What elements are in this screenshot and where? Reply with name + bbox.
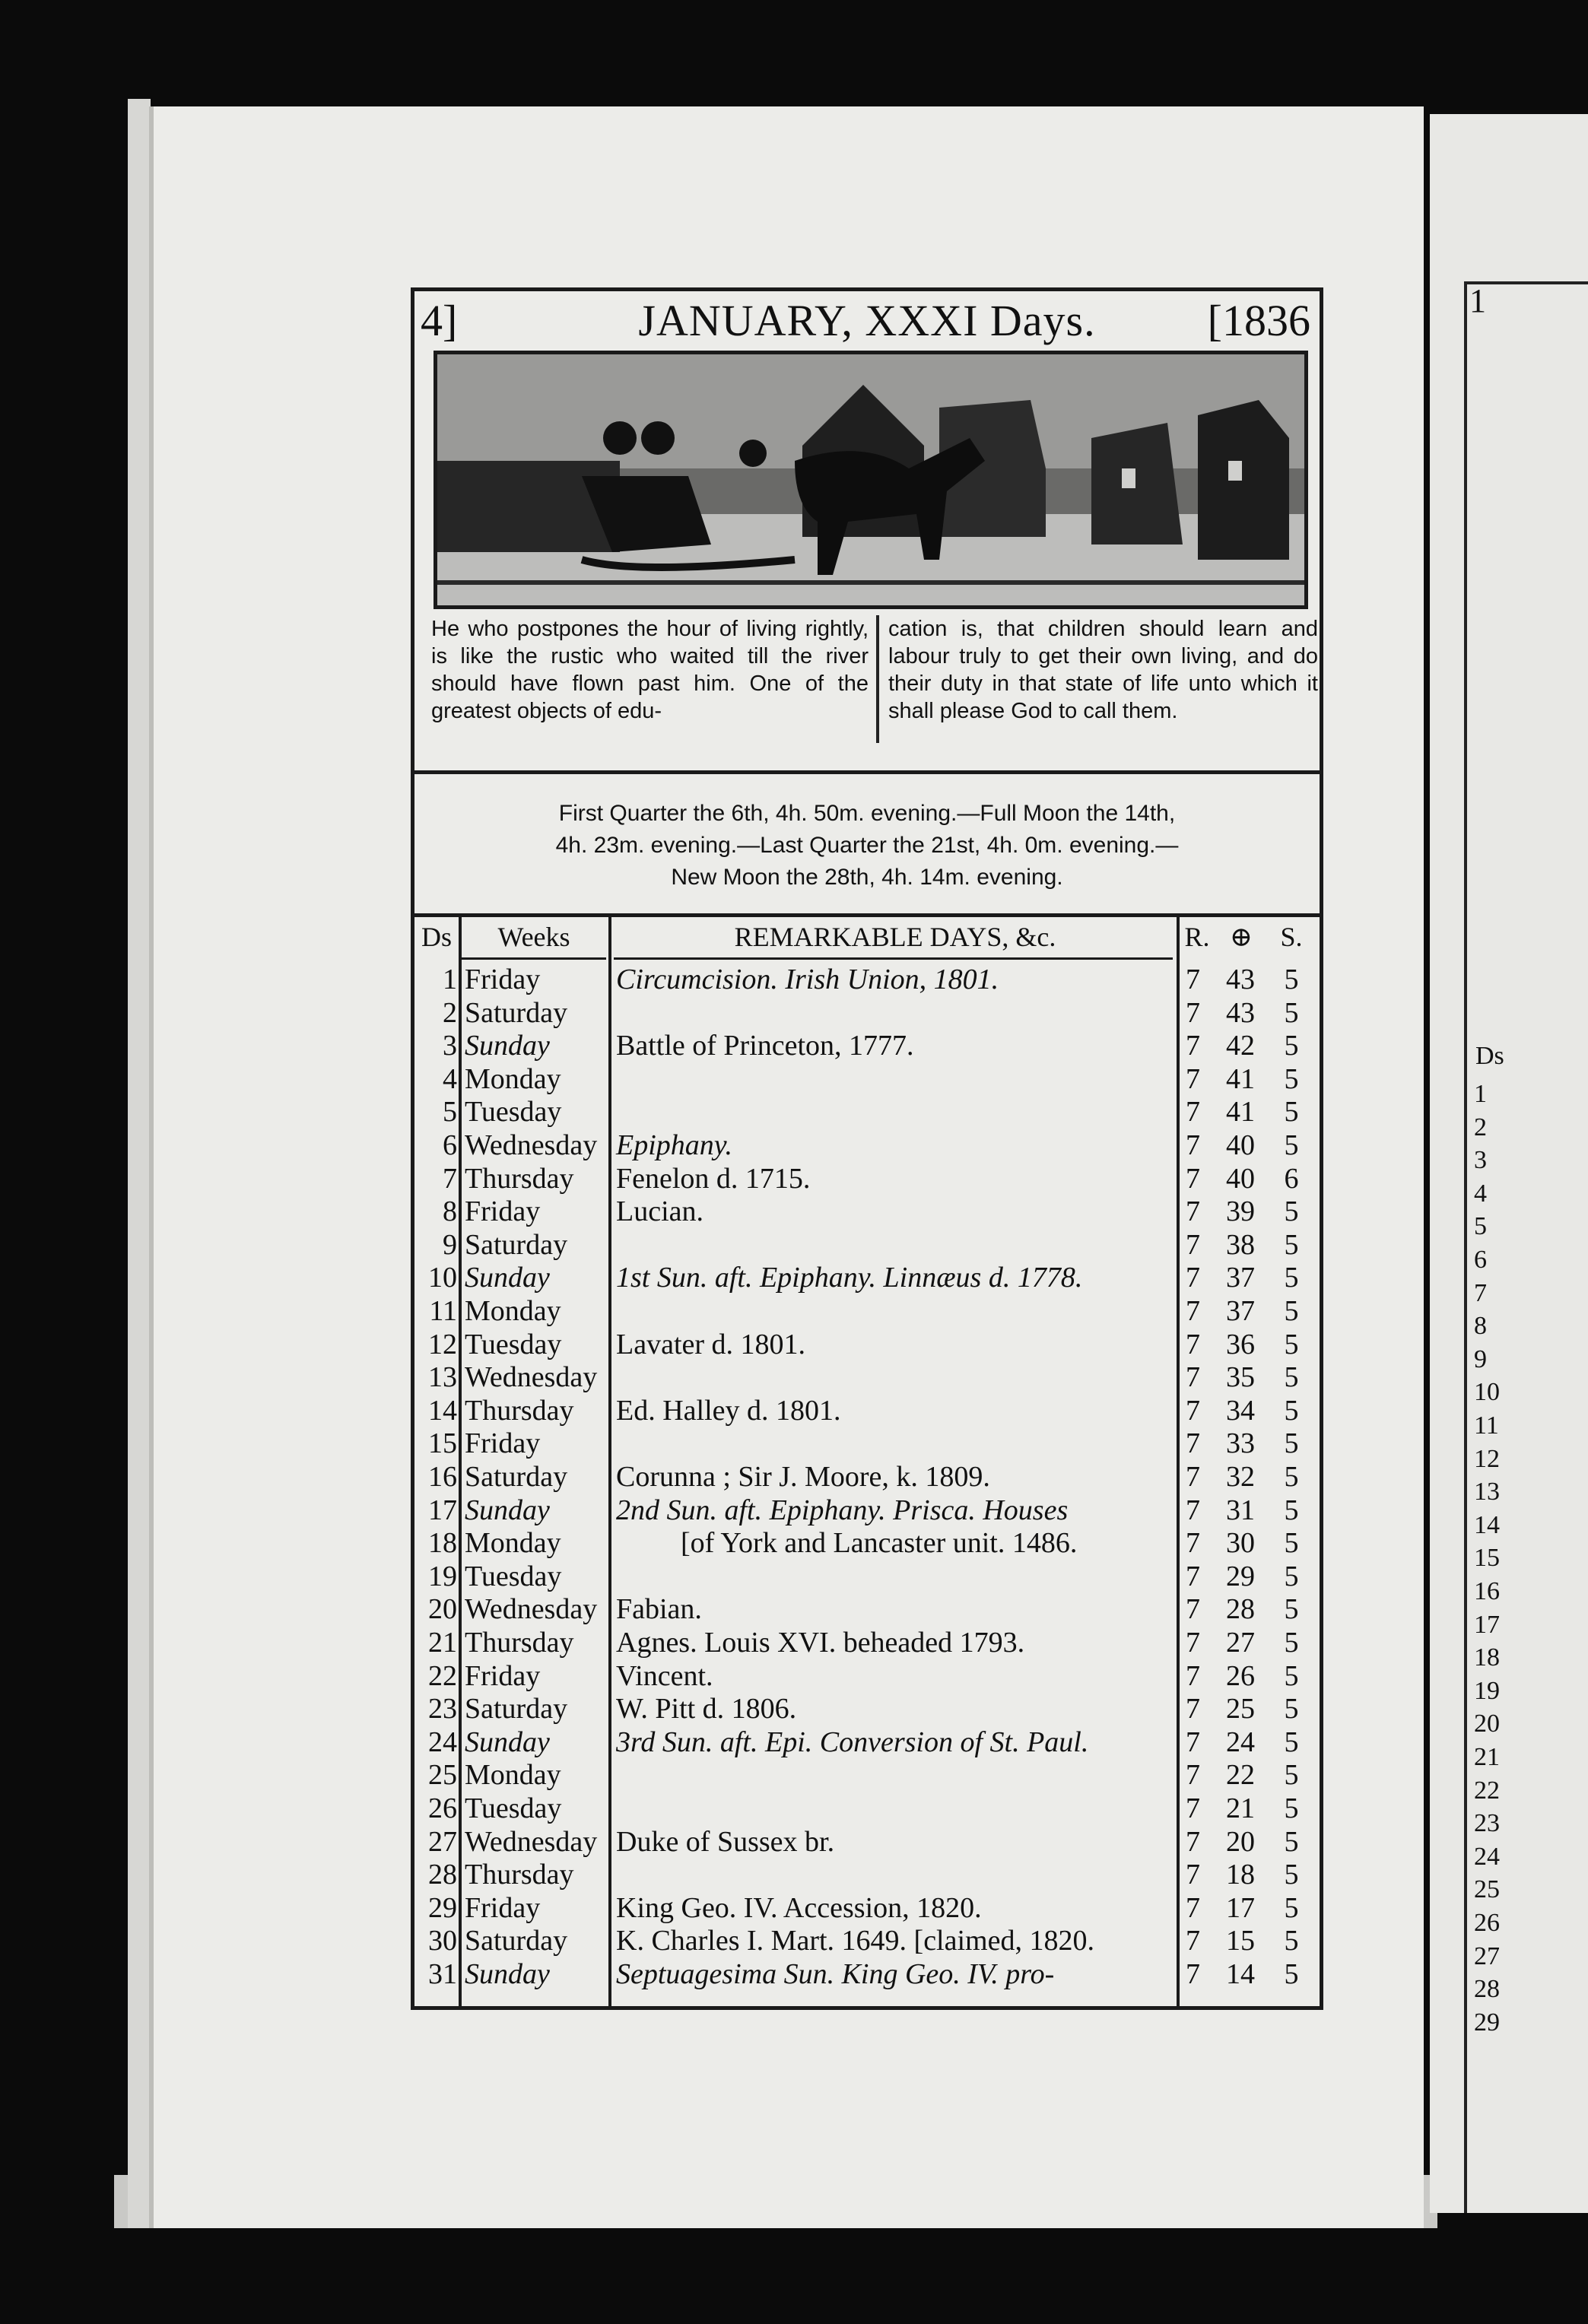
table-row <box>414 1660 1320 1693</box>
sunset-hour: 5 <box>1284 1295 1299 1327</box>
sunset-hour: 5 <box>1284 1062 1299 1095</box>
sunrise-minute: 25 <box>1226 1693 1255 1726</box>
table-row <box>414 1195 1320 1228</box>
sunset-hour: 5 <box>1284 1925 1299 1957</box>
table-row <box>414 1494 1320 1527</box>
facing-day-number: 25 <box>1474 1875 1500 1904</box>
header-weeks: Weeks <box>497 922 570 952</box>
weekday: Monday <box>465 1759 561 1792</box>
remarkable-day: Battle of Princeton, 1777. <box>616 1030 914 1062</box>
table-row <box>414 1295 1320 1328</box>
table-row <box>414 1030 1320 1062</box>
sunset-hour: 5 <box>1284 1228 1299 1261</box>
sunrise-minute: 30 <box>1226 1527 1255 1560</box>
page-stack-edge-left <box>128 99 151 2228</box>
page-number: 4] <box>421 296 458 345</box>
remarkable-day: Epiphany. <box>616 1129 733 1161</box>
header-sun-symbol: ⊕ <box>1229 922 1253 952</box>
table-row <box>414 1792 1320 1825</box>
facing-day-number: 9 <box>1474 1345 1487 1373</box>
remarkable-day: King Geo. IV. Accession, 1820. <box>616 1891 982 1924</box>
sunrise-hour: 7 <box>1186 1328 1200 1360</box>
day-number: 22 <box>428 1659 457 1692</box>
facing-day-number: 4 <box>1474 1179 1487 1208</box>
table-row <box>414 1593 1320 1626</box>
sunrise-minute: 34 <box>1226 1394 1255 1427</box>
table-row <box>414 1693 1320 1726</box>
facing-day-number: 26 <box>1474 1909 1500 1937</box>
table-row <box>414 1892 1320 1925</box>
sunrise-hour: 7 <box>1186 1593 1200 1626</box>
sunset-hour: 5 <box>1284 1825 1299 1858</box>
day-number: 17 <box>428 1494 457 1526</box>
day-number: 1 <box>443 964 457 995</box>
sunrise-minute: 15 <box>1226 1925 1255 1957</box>
sunrise-hour: 7 <box>1186 1228 1200 1261</box>
table-row <box>414 1958 1320 1991</box>
table-row <box>414 1461 1320 1494</box>
title-row <box>414 291 1320 351</box>
table-row <box>414 1329 1320 1361</box>
table-row <box>414 1859 1320 1891</box>
day-number: 19 <box>428 1560 457 1592</box>
sunrise-minute: 27 <box>1226 1627 1255 1659</box>
weekday: Monday <box>465 1527 561 1560</box>
facing-day-number: 22 <box>1474 1776 1500 1805</box>
sunset-hour: 5 <box>1284 1096 1299 1129</box>
table-row <box>414 1163 1320 1195</box>
sunrise-minute: 36 <box>1226 1328 1255 1360</box>
sunset-hour: 5 <box>1284 1195 1299 1228</box>
sunrise-hour: 7 <box>1186 1262 1200 1294</box>
quote-right: cation is, that children should learn and labour truly to get their own living, and do their duty in that state of life unto which it shall please God to call them. <box>876 615 1318 743</box>
sunrise-hour: 7 <box>1186 964 1200 995</box>
weekday: Wednesday <box>465 1361 598 1394</box>
day-number: 16 <box>428 1461 457 1493</box>
header-underline <box>462 957 606 960</box>
weekday: Sunday <box>465 1958 550 1990</box>
remarkable-day: W. Pitt d. 1806. <box>616 1693 797 1726</box>
sunrise-minute: 28 <box>1226 1593 1255 1626</box>
table-row <box>414 997 1320 1030</box>
weekday: Friday <box>465 1195 541 1228</box>
moon-line-1: First Quarter the 6th, 4h. 50m. evening.—Full Moon the 14th, <box>558 801 1176 826</box>
sunrise-minute: 43 <box>1226 964 1255 995</box>
remarkable-day: [of York and Lancaster unit. 1486. <box>681 1527 1078 1560</box>
day-number: 18 <box>428 1527 457 1560</box>
day-number: 28 <box>428 1859 457 1891</box>
moon-line-2: 4h. 23m. evening.—Last Quarter the 21st, 4h. 0m. evening.— <box>555 833 1179 858</box>
facing-day-number: 19 <box>1474 1676 1500 1705</box>
sunset-hour: 5 <box>1284 1262 1299 1294</box>
moon-phases <box>445 798 1289 894</box>
day-number: 31 <box>428 1958 457 1990</box>
facing-day-number: 12 <box>1474 1444 1500 1473</box>
remarkable-day: K. Charles I. Mart. 1649. [claimed, 1820. <box>616 1925 1094 1957</box>
sunrise-minute: 37 <box>1226 1295 1255 1327</box>
day-number: 12 <box>428 1328 457 1360</box>
facing-day-number: 3 <box>1474 1146 1487 1175</box>
sunrise-minute: 18 <box>1226 1859 1255 1891</box>
sunrise-minute: 43 <box>1226 996 1255 1029</box>
day-number: 30 <box>428 1925 457 1957</box>
sunrise-hour: 7 <box>1186 1295 1200 1327</box>
sunrise-hour: 7 <box>1186 1859 1200 1891</box>
facing-day-number: 2 <box>1474 1113 1487 1141</box>
sunrise-minute: 32 <box>1226 1461 1255 1493</box>
month-title: JANUARY, XXXI Days. <box>638 296 1096 345</box>
remarkable-day: 1st Sun. aft. Epiphany. Linnæus d. 1778. <box>616 1262 1083 1294</box>
facing-day-number: 10 <box>1474 1378 1500 1407</box>
header-rise: R. <box>1184 922 1210 952</box>
sunrise-hour: 7 <box>1186 1062 1200 1095</box>
facing-day-number: 17 <box>1474 1610 1500 1639</box>
header-set: S. <box>1280 922 1303 952</box>
sunrise-hour: 7 <box>1186 1627 1200 1659</box>
weekday: Thursday <box>465 1859 574 1891</box>
sunrise-hour: 7 <box>1186 1560 1200 1592</box>
sunrise-minute: 31 <box>1226 1494 1255 1526</box>
day-number: 11 <box>429 1295 457 1327</box>
day-number: 8 <box>443 1195 457 1228</box>
weekday: Friday <box>465 964 541 995</box>
table-top-rule <box>414 913 1320 917</box>
sunrise-minute: 37 <box>1226 1262 1255 1294</box>
day-number: 14 <box>428 1394 457 1427</box>
remarkable-day: Circumcision. Irish Union, 1801. <box>616 964 999 995</box>
table-row <box>414 1262 1320 1294</box>
facing-day-number: 6 <box>1474 1246 1487 1274</box>
remarkable-day: Corunna ; Sir J. Moore, k. 1809. <box>616 1461 990 1493</box>
sunrise-hour: 7 <box>1186 1527 1200 1560</box>
weekday: Sunday <box>465 1262 550 1294</box>
sunset-hour: 5 <box>1284 1726 1299 1758</box>
table-row <box>414 1063 1320 1096</box>
remarkable-day: Lucian. <box>616 1195 704 1228</box>
sunrise-minute: 21 <box>1226 1792 1255 1824</box>
sunrise-hour: 7 <box>1186 1659 1200 1692</box>
sunset-hour: 5 <box>1284 1859 1299 1891</box>
facing-day-number: 20 <box>1474 1710 1500 1738</box>
sunrise-hour: 7 <box>1186 996 1200 1029</box>
sunrise-hour: 7 <box>1186 1129 1200 1161</box>
day-number: 25 <box>428 1759 457 1792</box>
day-number: 6 <box>443 1129 457 1161</box>
remarkable-day: Duke of Sussex br. <box>616 1825 835 1858</box>
sunrise-minute: 39 <box>1226 1195 1255 1228</box>
sunrise-hour: 7 <box>1186 1759 1200 1792</box>
weekday: Monday <box>465 1295 561 1327</box>
sunrise-minute: 40 <box>1226 1162 1255 1195</box>
weekday: Tuesday <box>465 1792 562 1824</box>
sunrise-hour: 7 <box>1186 1096 1200 1129</box>
sunrise-hour: 7 <box>1186 1195 1200 1228</box>
weekday: Wednesday <box>465 1593 598 1626</box>
weekday: Friday <box>465 1427 541 1460</box>
sunset-hour: 5 <box>1284 1427 1299 1460</box>
table-row <box>414 1427 1320 1460</box>
day-number: 9 <box>443 1228 457 1261</box>
sunset-hour: 5 <box>1284 964 1299 995</box>
day-number: 20 <box>428 1593 457 1626</box>
facing-day-number: 7 <box>1474 1278 1487 1307</box>
remarkable-day: Lavater d. 1801. <box>616 1328 806 1360</box>
remarkable-day: Vincent. <box>616 1659 713 1692</box>
sunset-hour: 5 <box>1284 1361 1299 1394</box>
day-number: 10 <box>428 1262 457 1294</box>
facing-page-number: 1 <box>1469 282 1486 319</box>
facing-day-number: 5 <box>1474 1212 1487 1241</box>
sunrise-hour: 7 <box>1186 1693 1200 1726</box>
facing-day-number: 11 <box>1474 1411 1499 1440</box>
sunset-hour: 5 <box>1284 1759 1299 1792</box>
weekday: Tuesday <box>465 1328 562 1360</box>
facing-day-number: 13 <box>1474 1478 1500 1506</box>
remarkable-day: Septuagesima Sun. King Geo. IV. pro- <box>616 1958 1055 1990</box>
sunset-hour: 6 <box>1284 1162 1299 1195</box>
day-number: 7 <box>443 1162 457 1195</box>
sleigh-woodcut-illustration <box>434 351 1308 609</box>
remarkable-day: Fabian. <box>616 1593 702 1626</box>
facing-day-number: 16 <box>1474 1577 1500 1605</box>
facing-day-number: 23 <box>1474 1809 1500 1838</box>
day-number: 21 <box>428 1627 457 1659</box>
facing-day-number: 27 <box>1474 1941 1500 1970</box>
weekday: Saturday <box>465 996 568 1029</box>
day-number: 2 <box>443 996 457 1029</box>
header-remarkable-days: REMARKABLE DAYS, &c. <box>734 922 1056 952</box>
remarkable-day: Ed. Halley d. 1801. <box>616 1394 841 1427</box>
sunrise-minute: 35 <box>1226 1361 1255 1394</box>
sunrise-hour: 7 <box>1186 1461 1200 1493</box>
sunrise-minute: 26 <box>1226 1659 1255 1692</box>
facing-day-number: 1 <box>1474 1080 1487 1108</box>
remarkable-day: Agnes. Louis XVI. beheaded 1793. <box>616 1627 1025 1659</box>
day-number: 27 <box>428 1825 457 1858</box>
weekday: Thursday <box>465 1162 574 1195</box>
sunrise-hour: 7 <box>1186 1427 1200 1460</box>
sunrise-minute: 33 <box>1226 1427 1255 1460</box>
table-row <box>414 964 1320 996</box>
day-number: 13 <box>428 1361 457 1394</box>
weekday: Tuesday <box>465 1096 562 1129</box>
day-number: 3 <box>443 1030 457 1062</box>
sunrise-hour: 7 <box>1186 1891 1200 1924</box>
weekday: Friday <box>465 1659 541 1692</box>
table-row <box>414 1726 1320 1759</box>
facing-day-number: 18 <box>1474 1643 1500 1672</box>
weekday: Tuesday <box>465 1560 562 1592</box>
weekday: Saturday <box>465 1228 568 1261</box>
sunset-hour: 5 <box>1284 1527 1299 1560</box>
day-number: 26 <box>428 1792 457 1824</box>
sunset-hour: 5 <box>1284 1593 1299 1626</box>
facing-day-number: 15 <box>1474 1544 1500 1573</box>
sunrise-minute: 41 <box>1226 1062 1255 1095</box>
calendar-table <box>414 913 1320 2006</box>
weekday: Monday <box>465 1062 561 1095</box>
weekday: Sunday <box>465 1726 550 1758</box>
sunset-hour: 5 <box>1284 1693 1299 1726</box>
sunrise-minute: 17 <box>1226 1891 1255 1924</box>
weekday: Sunday <box>465 1494 550 1526</box>
table-row <box>414 1527 1320 1560</box>
sunset-hour: 5 <box>1284 1958 1299 1990</box>
weekday: Wednesday <box>465 1825 598 1858</box>
sunrise-minute: 20 <box>1226 1825 1255 1858</box>
header-underline <box>614 957 1173 960</box>
table-row <box>414 1395 1320 1427</box>
sunset-hour: 5 <box>1284 1659 1299 1692</box>
sunrise-minute: 14 <box>1226 1958 1255 1990</box>
sunrise-hour: 7 <box>1186 1825 1200 1858</box>
day-number: 4 <box>443 1062 457 1095</box>
weekday: Sunday <box>465 1030 550 1062</box>
weekday: Saturday <box>465 1693 568 1726</box>
weekday: Thursday <box>465 1394 574 1427</box>
day-number: 15 <box>428 1427 457 1460</box>
sunset-hour: 5 <box>1284 1792 1299 1824</box>
facing-day-number: 21 <box>1474 1743 1500 1771</box>
table-row <box>414 1826 1320 1859</box>
remarkable-day: Fenelon d. 1715. <box>616 1162 811 1195</box>
facing-page <box>1430 114 1588 2213</box>
sunrise-minute: 38 <box>1226 1228 1255 1261</box>
sunrise-minute: 22 <box>1226 1759 1255 1792</box>
facing-day-number: 8 <box>1474 1312 1487 1341</box>
facing-day-number: 29 <box>1474 2008 1500 2037</box>
sunset-hour: 5 <box>1284 1030 1299 1062</box>
sunrise-hour: 7 <box>1186 1162 1200 1195</box>
year-label: [1836 <box>1207 296 1310 345</box>
sunset-hour: 5 <box>1284 1891 1299 1924</box>
table-row <box>414 1361 1320 1394</box>
facing-day-number: 24 <box>1474 1842 1500 1871</box>
day-number: 5 <box>443 1096 457 1129</box>
weekday: Wednesday <box>465 1129 598 1161</box>
sunset-hour: 5 <box>1284 996 1299 1029</box>
sunrise-hour: 7 <box>1186 1494 1200 1526</box>
sunrise-minute: 29 <box>1226 1560 1255 1592</box>
table-row <box>414 1560 1320 1593</box>
weekday: Saturday <box>465 1461 568 1493</box>
sunrise-hour: 7 <box>1186 1394 1200 1427</box>
day-number: 29 <box>428 1891 457 1924</box>
day-number: 23 <box>428 1693 457 1726</box>
moon-line-3: New Moon the 28th, 4h. 14m. evening. <box>671 865 1063 890</box>
sunset-hour: 5 <box>1284 1129 1299 1161</box>
weekday: Thursday <box>465 1627 574 1659</box>
sleigh-scene-image <box>437 354 1304 605</box>
table-row <box>414 1129 1320 1162</box>
calendar-block <box>411 287 1323 2010</box>
sunrise-minute: 24 <box>1226 1726 1255 1758</box>
remarkable-day: 3rd Sun. aft. Epi. Conversion of St. Paul. <box>616 1726 1089 1758</box>
sunset-hour: 5 <box>1284 1560 1299 1592</box>
sunrise-minute: 42 <box>1226 1030 1255 1062</box>
weekday: Saturday <box>465 1925 568 1957</box>
remarkable-day: 2nd Sun. aft. Epiphany. Prisca. Houses <box>616 1494 1069 1526</box>
header-days: Ds <box>421 922 452 952</box>
sunrise-hour: 7 <box>1186 1792 1200 1824</box>
sunrise-hour: 7 <box>1186 1925 1200 1957</box>
weekday: Friday <box>465 1891 541 1924</box>
sunrise-hour: 7 <box>1186 1726 1200 1758</box>
table-row <box>414 1096 1320 1129</box>
sunrise-hour: 7 <box>1186 1361 1200 1394</box>
divider <box>414 770 1320 774</box>
table-row <box>414 1229 1320 1262</box>
sunset-hour: 5 <box>1284 1494 1299 1526</box>
sunset-hour: 5 <box>1284 1394 1299 1427</box>
sunrise-hour: 7 <box>1186 1958 1200 1990</box>
facing-table-header: Ds <box>1475 1042 1504 1070</box>
sunset-hour: 5 <box>1284 1461 1299 1493</box>
sunrise-minute: 40 <box>1226 1129 1255 1161</box>
table-row <box>414 1925 1320 1957</box>
sunrise-hour: 7 <box>1186 1030 1200 1062</box>
quote-left: He who postpones the hour of living rightly, is like the rustic who waited till the river should have flown past him. One of the greatest objects of edu- <box>431 617 869 723</box>
sunset-hour: 5 <box>1284 1627 1299 1659</box>
day-number: 24 <box>428 1726 457 1758</box>
table-row <box>414 1627 1320 1659</box>
sunrise-minute: 41 <box>1226 1096 1255 1129</box>
table-row <box>414 1759 1320 1792</box>
sunset-hour: 5 <box>1284 1328 1299 1360</box>
facing-day-number: 14 <box>1474 1510 1500 1539</box>
facing-day-number: 28 <box>1474 1975 1500 2004</box>
